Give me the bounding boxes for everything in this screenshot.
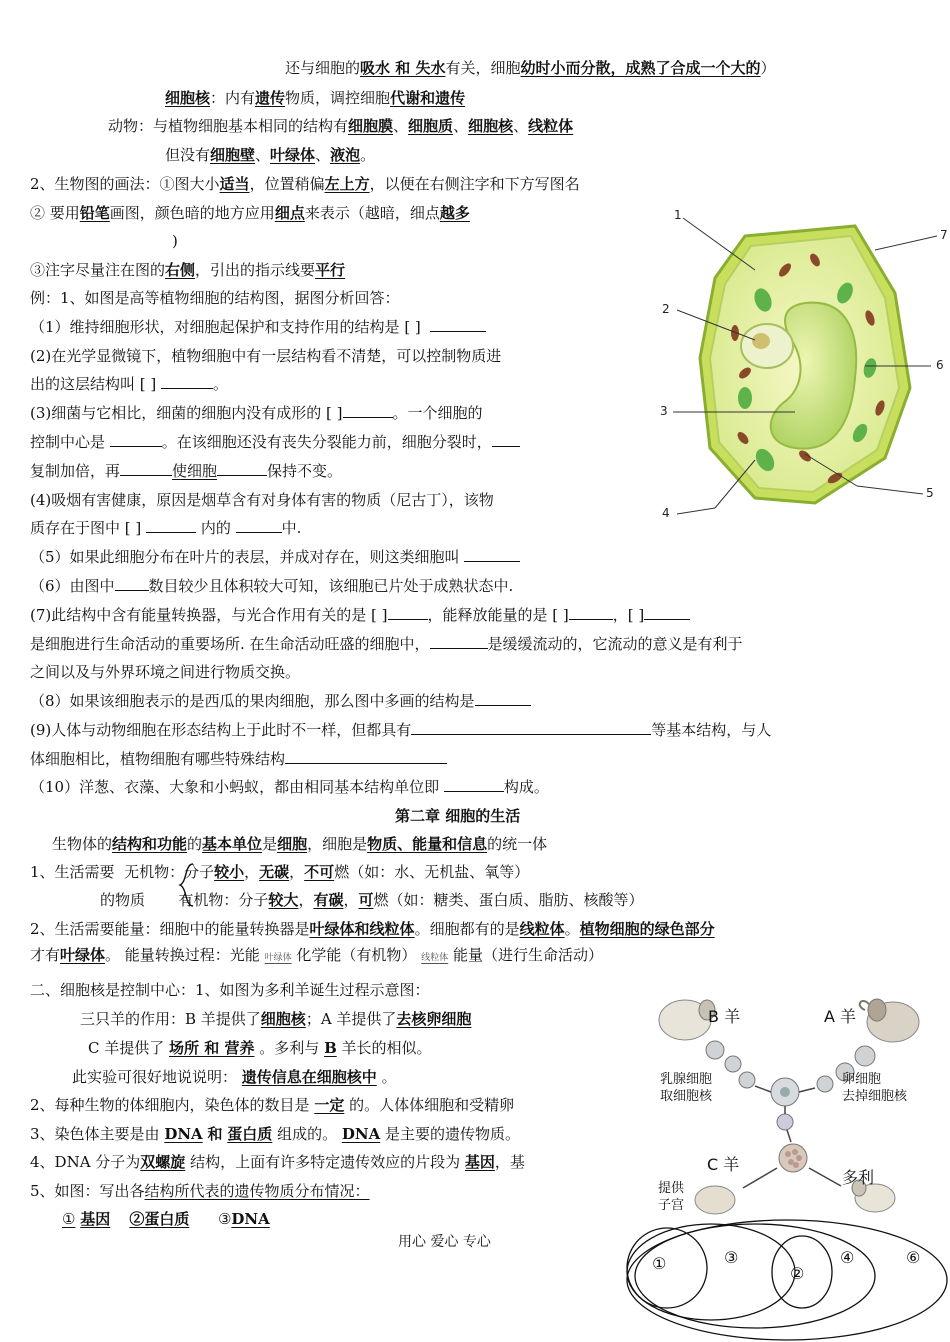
answer-blank[interactable] [430, 317, 486, 332]
sheep-c-role: C 羊提供了 场所 和 营养 。多利与 B 羊长的相似。 [88, 1039, 432, 1057]
nucleolus [752, 333, 770, 349]
answer-blank[interactable] [236, 518, 282, 533]
answer-blank[interactable] [217, 461, 267, 476]
q9b: 体细胞相比，植物细胞有哪些特殊结构 [30, 749, 447, 769]
q4a: (4)吸烟有害健康，原因是烟草含有对身体有害的物质（尼古丁），该物 [30, 491, 494, 509]
sheep-c-label: C 羊 [707, 1155, 740, 1174]
embryo [779, 1144, 807, 1172]
distribution-answers: ① 基因 ②蛋白质 ③DNA [62, 1210, 270, 1228]
line-no-structures: 但没有细胞壁、叶绿体、液泡。 [165, 146, 376, 164]
nested-circles-diagram [615, 1210, 950, 1342]
answer-blank[interactable] [444, 777, 504, 792]
sheep-roles: 三只羊的作用：B 羊提供了细胞核；A 羊提供了去核卵细胞 [80, 1010, 472, 1028]
page-footer: 用心 爱心 专心 [398, 1234, 491, 1250]
q3a: (3)细菌与它相比，细菌的细胞内没有成形的 [ ] 。一个细胞的 [30, 404, 483, 422]
cell-label-1: 1 [674, 208, 682, 222]
chromosome-composition: 3、染色体主要是由 DNA 和 蛋白质 组成的。 DNA 是主要的遗传物质。 [30, 1125, 521, 1143]
q7a: (7)此结构中含有能量转换器，与光合作用有关的是 [ ] ，能释放能量的是 [ ] ，[ ] [30, 605, 690, 625]
line-nucleus: 细胞核：内有遗传物质，调控细胞代谢和遗传 [165, 89, 466, 107]
answer-blank[interactable] [120, 461, 172, 476]
uterus-note: 提供 子宫 [658, 1181, 685, 1213]
q1: （1）维持细胞形状，对细胞起保护和支持作用的结构是 [ ] [30, 317, 486, 337]
q3b: 控制中心是 。在该细胞还没有丧失分裂能力前，细胞分裂时， [30, 432, 520, 452]
circle-label-1: ① [652, 1254, 667, 1273]
conclusion: 此实验可很好地说说明： 遗传信息在细胞核中 。 [72, 1068, 397, 1086]
dna-structure: 4、DNA 分子为双螺旋 结构，上面有许多特定遗传效应的片段为 基因，基 [30, 1153, 525, 1171]
q2b: 出的这层结构叫 [ ] 。 [30, 375, 229, 393]
plant-cell-diagram [655, 198, 950, 528]
chapter-intro: 生物体的结构和功能的基本单位是细胞，细胞是物质、能量和信息的统一体 [52, 835, 548, 853]
cell-label-3: 3 [660, 404, 668, 418]
answer-blank[interactable] [388, 605, 428, 620]
sheep-a-icon [860, 999, 919, 1042]
answer-blank[interactable] [115, 576, 149, 591]
answer-blank[interactable] [343, 403, 393, 418]
circle-label-4: ④ [840, 1248, 855, 1267]
answer-blank[interactable] [146, 518, 196, 533]
answer-blank[interactable] [285, 749, 447, 764]
cell-label-6: 6 [936, 358, 944, 372]
nucleus-title: 二、细胞核是控制中心：1、如图为多利羊诞生过程示意图： [30, 981, 430, 999]
answer-blank[interactable] [569, 605, 613, 620]
circle-label-3: ③ [724, 1248, 739, 1267]
circle-6 [627, 1220, 947, 1340]
answer-blank[interactable] [110, 432, 162, 447]
cell-chain-left [706, 1041, 755, 1088]
answer-blank[interactable] [464, 547, 520, 562]
mammary-note: 乳腺细胞 取细胞核 [660, 1072, 713, 1104]
egg-note: 卵细胞 去掉细胞核 [842, 1072, 908, 1104]
q2a: (2)在光学显微镜下，植物细胞中有一层结构看不清楚，可以控制物质进 [30, 347, 502, 365]
circle-label-6: ⑥ [906, 1248, 921, 1267]
q9a: (9)人体与动物细胞在形态结构上于此时不一样，但都具有 等基本结构，与人 [30, 721, 772, 739]
cell-label-2: 2 [662, 302, 670, 316]
example-intro: 例：1、如图是高等植物细胞的结构图，据图分析回答： [30, 289, 400, 307]
answer-blank[interactable] [475, 691, 531, 706]
sheep-a-label: A 羊 [824, 1007, 857, 1026]
cell-label-4: 4 [662, 506, 670, 520]
dolly-label: 多利 [842, 1168, 875, 1187]
cell-label-5: 5 [926, 486, 934, 500]
q4b: 质存在于图中 [ ] 内的 中. [30, 519, 302, 537]
q7c: 之间以及与外界环境之间进行物质交换。 [30, 663, 301, 681]
q6: （6）由图中 数目较少且体积较大可知，该细胞已片处于成熟状态中. [30, 577, 514, 595]
chromosome-number: 2、每种生物的体细胞内，染色体的数目是 一定 的。人体体细胞和受精卵 [30, 1096, 515, 1114]
line-drawing-2: ② 要用铅笔画图，颜色暗的地方应用细点来表示（越暗，细点越多 [30, 204, 470, 222]
q7b: 是细胞进行生命活动的重要场所. 在生命活动旺盛的细胞中， 是缓缓流动的，它流动的意义是有利于 [30, 635, 743, 653]
embryo-cell [777, 1114, 793, 1130]
line-drawing-2b: ) [172, 232, 178, 250]
line-animal: 动物：与植物细胞基本相同的结构有细胞膜、细胞质、细胞核、线粒体 [108, 117, 574, 135]
needs-organic: 的物质 有机物：分子较大，有碳，可燃（如：糖类、蛋白质、脂肪、核酸等） [100, 891, 644, 909]
circle-label-2: ② [790, 1264, 805, 1283]
answer-blank[interactable] [644, 605, 690, 620]
answer-blank[interactable] [161, 374, 213, 389]
distribution-question: 5、如图：写出各结构所代表的遗传物质分布情况： [30, 1182, 370, 1200]
sheep-b-label: B 羊 [708, 1007, 741, 1026]
energy-line-2: 才有叶绿体。 能量转换过程：光能 叶绿体 化学能（有机物） 线粒体 能量（进行生命活动） [30, 946, 603, 964]
energy-line-1: 2、生活需要能量：细胞中的能量转换器是叶绿体和线粒体。细胞都有的是线粒体。植物细胞的绿色部分 [30, 920, 715, 938]
q10: （10）洋葱、衣藻、大象和小蚂蚁，都由相同基本结构单位即 构成。 [30, 778, 549, 796]
answer-blank[interactable] [430, 634, 488, 649]
line-cell-absorb: 还与细胞的吸水 和 失水有关，细胞幼时小而分散，成熟了合成一个大的） [285, 59, 776, 77]
answer-blank[interactable] [492, 432, 520, 447]
sheep-b-icon [659, 1000, 715, 1040]
q3c: 复制加倍，再 使细胞 保持不变。 [30, 462, 343, 480]
needs-inorganic: 1、生活需要 无机物：分子较小，无碳，不可燃（如：水、无机盐、氧等） [30, 863, 530, 881]
line-drawing-1: 2、生物图的画法：①图大小适当，位置稍偏左上方，以便在右侧注字和下方写图名 [30, 175, 580, 193]
cell-label-7: 7 [940, 228, 948, 242]
q8: （8）如果该细胞表示的是西瓜的果肉细胞，那么图中多画的结构是 [30, 691, 531, 711]
q5: （5）如果此细胞分布在叶片的表层，并成对存在，则这类细胞叫 [30, 547, 520, 567]
answer-blank[interactable] [411, 720, 651, 735]
line-drawing-3: ③注字尽量注在图的右侧，引出的指示线要平行 [30, 261, 346, 279]
chapter-title: 第二章 细胞的生活 [395, 807, 521, 825]
